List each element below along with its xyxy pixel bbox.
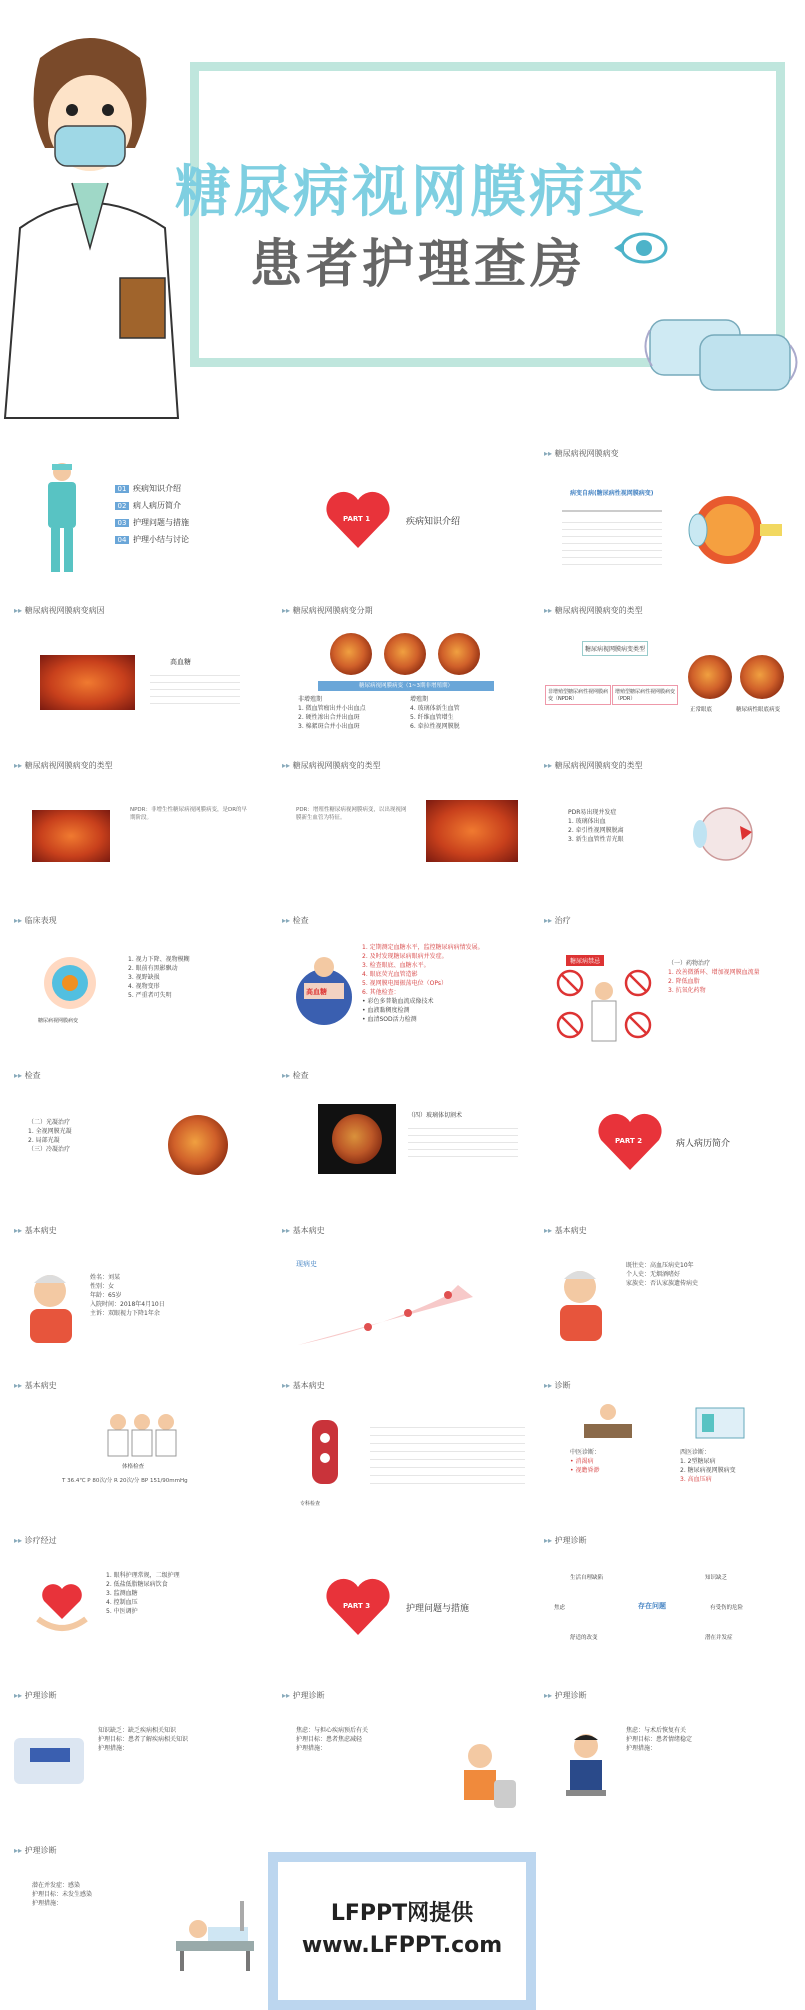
nursing-dx-text: 潜在并发症：感染 护理目标：未发生感染 护理措施： [32, 1882, 93, 1907]
slide-treatment-course [10, 1535, 268, 1675]
blood-pressure-icon [10, 1728, 90, 1792]
doctor-desk-icon [580, 1400, 636, 1440]
type-npdr: 非增殖型糖尿病性视网膜病变（NPDR） [545, 685, 611, 705]
toc-item[interactable]: 03 护理问题与措施 [115, 517, 189, 528]
slide-title: ▸▸ 基本病史 [14, 1380, 57, 1391]
watermark-box [268, 1852, 536, 2010]
elderly-patient-icon [20, 1265, 84, 1345]
part-badge: PART 2 [615, 1137, 643, 1145]
section-heading: （四）玻璃体切割术 [408, 1112, 463, 1119]
exam-list: 1. 定期测定血糖水平，监控糖尿病病情发展。 2. 及时发现糖尿病眼病并发症。 3. 检查眼底、血糖水平。 4. 眼底荧光血管造影 5. 视网膜电图振荡电位（OPs） 6. 其他检查： • 彩色多普勒血流成像技术 • 血液黏稠度检测 • 血清SOD活力检测 [362, 944, 484, 1023]
history-text: 既往史：高血压病史10年 个人史：无烟酒嗜好 家族史：否认家族遗传病史 [626, 1262, 699, 1287]
slide-nursing-dx-map [540, 1535, 798, 1675]
dx-node: 舒适的改变 [570, 1635, 598, 1641]
slide-exam [278, 915, 536, 1055]
complication-list: PDR易出现并发症 1. 玻璃体出血 2. 牵引性视网膜脱离 3. 新生血管性青光眼 [568, 809, 624, 843]
slide-laser [10, 1070, 268, 1210]
slide-title: ▸▸ 基本病史 [14, 1225, 57, 1236]
fundus-image [438, 633, 480, 675]
elderly-patient-icon [550, 1263, 612, 1343]
diseased-fundus [740, 655, 784, 699]
dx-node: 焦虑 [554, 1605, 566, 1611]
treatment-list: （一）药物治疗 1. 改善微循环、增加视网膜血流量 2. 降低血脂 3. 抗氧化药物 [668, 960, 760, 994]
sugar-badge: 高血糖 [306, 988, 327, 996]
symptom-list: 1. 视力下降、视物模糊 2. 眼前有黑影飘动 3. 视野缺损 4. 视物变形 5. 严重者可失明 [128, 956, 190, 999]
slide-part2 [540, 1070, 798, 1210]
toc-item[interactable]: 02 病人病历简介 [115, 500, 189, 511]
dx-node: 潜在并发症 [705, 1635, 733, 1641]
slide-nursing-dx-4 [10, 1845, 268, 1985]
eye-anatomy-icon [32, 953, 102, 1013]
slide-npdr [10, 760, 268, 900]
caption: 正常眼底 [690, 707, 713, 713]
fundus-image [426, 800, 518, 862]
slide-history-basic [10, 1225, 268, 1365]
stage-band: 糖尿病视网膜病变（1~3期非增殖期） [318, 681, 494, 691]
text-block [150, 669, 240, 709]
cover-subtitle: 患者护理查房 [250, 235, 587, 295]
toc-item[interactable]: 01 疾病知识介绍 [115, 483, 189, 494]
slide-title: ▸▸ 护理诊断 [282, 1690, 325, 1701]
toc-list [115, 483, 189, 545]
cause-heading: 高血糖 [170, 658, 191, 666]
eyeball-diagram [680, 804, 770, 864]
slide-title: ▸▸ 糖尿病视网膜病变的类型 [544, 605, 643, 616]
slide-title: ▸▸ 基本病史 [544, 1225, 587, 1236]
stage-list-left: 非增殖期 1. 微血管瘤出并小出血点 2. 硬性渗出合并出血斑 3. 棉絮斑合并小出血斑 [298, 696, 366, 730]
slide-stages [278, 605, 536, 745]
hospital-bed-icon [170, 1895, 260, 1975]
fundus-image [40, 655, 135, 710]
type-description: PDR：增殖性糖尿病视网膜病变，以出现视网膜新生血管为特征。 [296, 807, 407, 821]
patient-info: 姓名：刘某 性别：女 年龄：65岁 入院时间：2018年4月10日 主诉：双眼视力下降1年余 [90, 1274, 165, 1317]
forbidden-sign: 糖尿病禁忌 [566, 955, 604, 966]
watermark-line1: LFPPT网提供 [330, 1901, 474, 1926]
slide-nursing-dx-3 [540, 1690, 798, 1830]
slide-title: ▸▸ 检查 [282, 1070, 309, 1081]
part-label: 病人病历简介 [676, 1139, 731, 1149]
fundus-image [168, 1115, 228, 1175]
slide-cause [10, 605, 268, 745]
slide-title: ▸▸ 基本病史 [282, 1380, 325, 1391]
diagnosis-western: 西医诊断： 1. 2型糖尿病 2. 糖尿病视网膜病变 3. 高血压病 [680, 1449, 736, 1483]
slide-title: ▸▸ 护理诊断 [544, 1535, 587, 1546]
slide-types [540, 605, 798, 745]
slide-title: ▸▸ 诊断 [544, 1380, 571, 1391]
section-label: 现病史 [296, 1260, 317, 1268]
hands-heart-icon [32, 1579, 92, 1639]
caption: 专科检查 [300, 1501, 321, 1507]
vital-signs: T 36.4℃ P 80次/分 R 20次/分 BP 151/90mmHg [62, 1478, 188, 1484]
medical-staff-icon [102, 1410, 182, 1458]
blood-vessel-icon [290, 1416, 360, 1496]
slide-part1 [278, 448, 536, 588]
dx-node: 有受伤的危险 [710, 1605, 744, 1611]
slide-title: ▸▸ 糖尿病视网膜病变的类型 [14, 760, 113, 771]
normal-fundus [688, 655, 732, 699]
slide-title: ▸▸ 基本病史 [282, 1225, 325, 1236]
caption: 糖尿病视网膜病变 [38, 1018, 79, 1024]
slide-specialist-exam [278, 1380, 536, 1520]
nursing-dx-text: 焦虑：与术后恢复有关 护理目标：患者情绪稳定 护理措施： [626, 1727, 693, 1752]
slide-overview [540, 448, 798, 588]
no-sugar-icons [554, 967, 654, 1047]
slide-title: ▸▸ 糖尿病视网膜病变分期 [282, 605, 373, 616]
slide-nursing-dx-1 [10, 1690, 268, 1830]
cover-title: 糖尿病视网膜病变 [175, 160, 647, 225]
slide-title: ▸▸ 检查 [282, 915, 309, 926]
type-box: 糖尿病视网膜病变类型 [582, 641, 648, 656]
dx-node: 生活自理缺陷 [570, 1575, 604, 1581]
patient-sitting-icon [556, 1730, 616, 1810]
slide-title: ▸▸ 护理诊断 [14, 1690, 57, 1701]
slide-title: ▸▸ 临床表现 [14, 915, 57, 926]
watermark-url[interactable]: www.LFPPT.com [301, 1933, 503, 1958]
slide-history-past [540, 1225, 798, 1365]
stage-list-right: 增殖期 4. 玻璃体新生血管 5. 纤维血管增生 6. 牵拉性视网膜脱 [410, 696, 460, 730]
slide-diagnosis [540, 1380, 798, 1520]
nursing-dx-text: 知识缺乏：缺乏疾病相关知识 护理目标：患者了解疾病相关知识 护理措施： [98, 1727, 189, 1752]
slide-title: ▸▸ 糖尿病视网膜病变的类型 [282, 760, 381, 771]
slide-title: ▸▸ 糖尿病视网膜病变 [544, 448, 619, 459]
slide-pdr [278, 760, 536, 900]
cover-slide [0, 0, 805, 430]
part-label: 疾病知识介绍 [406, 517, 461, 527]
slide-complications [540, 760, 798, 900]
treatment-course-list: 1. 眼科护理常规，二级护理 2. 低盐低脂糖尿病饮食 3. 监测血糖 4. 控制血压 5. 中医调护 [106, 1572, 180, 1615]
face-mask-illustration [640, 300, 805, 400]
slide-toc [10, 448, 268, 588]
lab-icon [690, 1400, 750, 1440]
text-block [370, 1420, 525, 1490]
slide-part3 [278, 1535, 536, 1675]
fundus-image [32, 810, 110, 862]
text-block [562, 516, 662, 566]
slide-title: ▸▸ 诊疗经过 [14, 1535, 57, 1546]
slide-title: ▸▸ 糖尿病视网膜病变的类型 [544, 760, 643, 771]
slide-title: ▸▸ 糖尿病视网膜病变病因 [14, 605, 105, 616]
doctor-illustration [0, 18, 190, 423]
laser-list: （二）光凝治疗 1. 全视网膜光凝 2. 局部光凝 （三）冷凝治疗 [28, 1119, 72, 1153]
timeline-arrow [298, 1265, 523, 1355]
caption: 体格检查 [122, 1464, 145, 1470]
text-block [408, 1122, 518, 1162]
center-node: 存在问题 [638, 1602, 666, 1610]
toc-item[interactable]: 04 护理小结与讨论 [115, 534, 189, 545]
surgery-image [318, 1104, 396, 1174]
eyeball-diagram [680, 490, 785, 570]
eye-icon [612, 228, 670, 268]
fundus-image [330, 633, 372, 675]
anxious-patient-icon [450, 1736, 520, 1812]
caption: 糖尿病性眼底病变 [736, 707, 781, 713]
nursing-dx-text: 焦虑：与担心疾病预后有关 护理目标：患者焦虑减轻 护理措施： [296, 1727, 369, 1752]
slide-title: ▸▸ 护理诊断 [544, 1690, 587, 1701]
slide-nursing-dx-2 [278, 1690, 536, 1830]
type-description: NPDR：非增生性糖尿病视网膜病变，是DR的早期阶段。 [130, 807, 248, 821]
slide-treatment [540, 915, 798, 1055]
slide-title: ▸▸ 护理诊断 [14, 1845, 57, 1856]
divider [562, 510, 662, 512]
fundus-image [384, 633, 426, 675]
slide-history-present [278, 1225, 536, 1365]
type-pdr: 增殖型糖尿病性视网膜病变（PDR） [612, 685, 678, 705]
slide-physical-exam [10, 1380, 268, 1520]
section-heading: 病变自病(糖尿病性视网膜病变) [570, 490, 654, 497]
part-badge: PART 1 [343, 515, 371, 523]
dx-node: 知识缺乏 [705, 1575, 728, 1581]
part-badge: PART 3 [343, 1602, 371, 1610]
part-label: 护理问题与措施 [406, 1604, 470, 1614]
slide-title: ▸▸ 治疗 [544, 915, 571, 926]
slide-vitrectomy [278, 1070, 536, 1210]
nurse-figure-icon [38, 460, 86, 578]
diagnosis-tcm: 中医诊断： • 消渴病 • 视瞻昏渺 [570, 1449, 601, 1474]
slide-title: ▸▸ 检查 [14, 1070, 41, 1081]
slide-symptoms [10, 915, 268, 1055]
